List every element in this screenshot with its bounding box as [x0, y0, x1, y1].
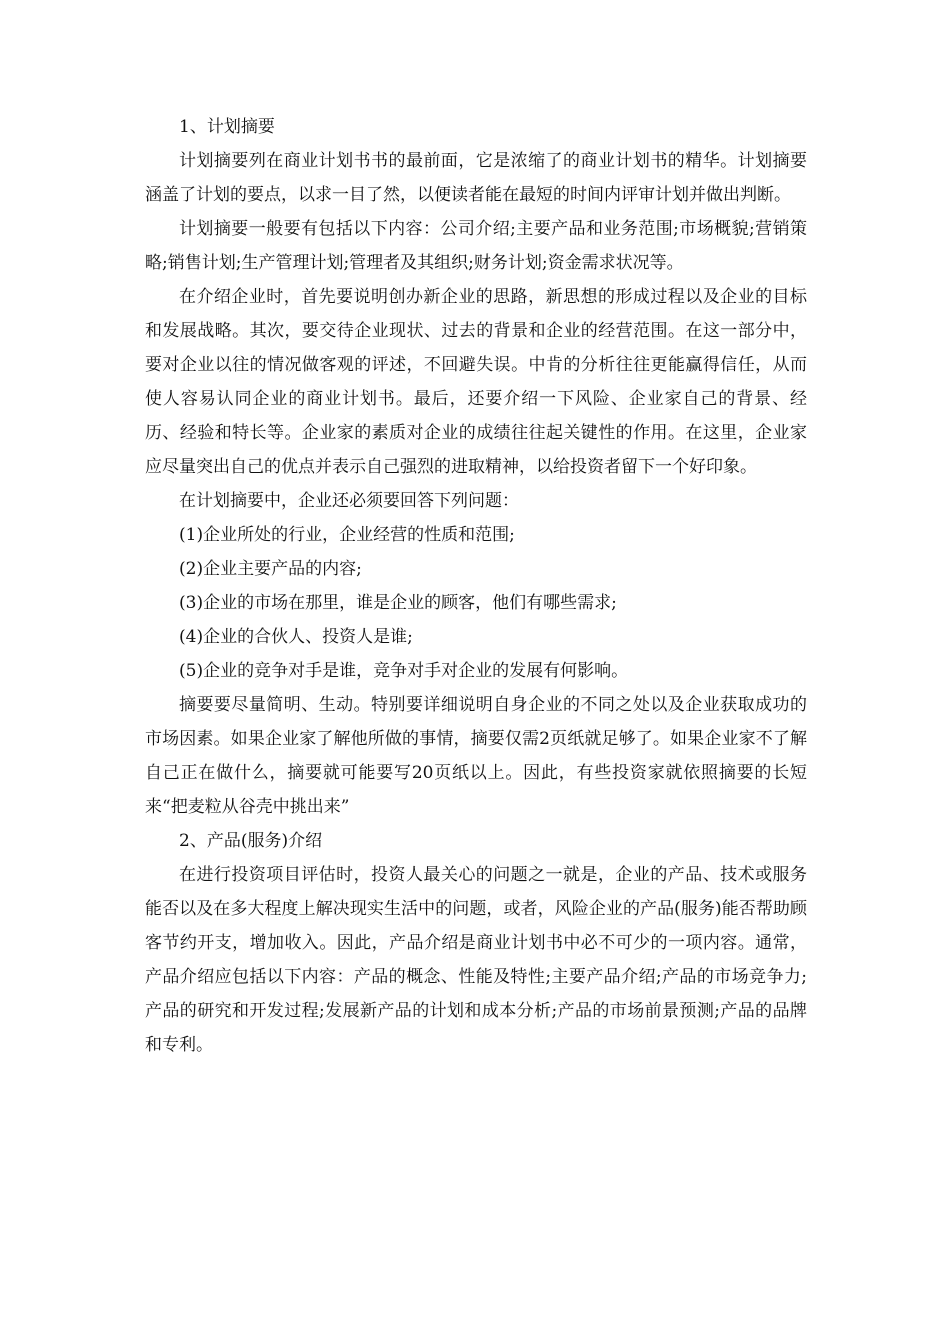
paragraph: 摘要要尽量简明、生动。特别要详细说明自身企业的不同之处以及企业获取成功的市场因素。如果企业家了解他所做的事情，摘要仅需2页纸就足够了。如果企业家不了解自己正在做什么，摘要就可能要写20页纸以上。因此，有些投资家就依照摘要的长短来“把麦粒从谷壳中挑出来” [145, 695, 807, 817]
paragraph: 在进行投资项目评估时，投资人最关心的问题之一就是，企业的产品、技术或服务能否以及在多大程度上解决现实生活中的问题，或者，风险企业的产品(服务)能否帮助顾客节约开支，增加收入。因此，产品介绍是商业计划书中必不可少的一项内容。通常，产品介绍应包括以下内容：产品的概念、性能及特性;主要产品介绍;产品的市场竞争力;产品的研究和开发过程;发展新产品的计划和成本分析;产品的市场前景预测;产品的品牌和专利。 [145, 865, 807, 1055]
section-heading: 2、产品(服务)介绍 [179, 831, 323, 851]
list-item: (2)企业主要产品的内容; [179, 559, 362, 579]
list-item: (4)企业的合伙人、投资人是谁; [179, 627, 413, 647]
section-heading: 1、计划摘要 [179, 117, 275, 137]
paragraph: 在介绍企业时，首先要说明创办新企业的思路，新思想的形成过程以及企业的目标和发展战略。其次，要交待企业现状、过去的背景和企业的经营范围。在这一部分中，要对企业以往的情况做客观的评述，不回避失误。中肯的分析往往更能赢得信任，从而使人容易认同企业的商业计划书。最后，还要介绍一下风险、企业家自己的背景、经历、经验和特长等。企业家的素质对企业的成绩往往起关键性的作用。在这里，企业家应尽量突出自己的优点并表示自己强烈的进取精神，以给投资者留下一个好印象。 [145, 287, 807, 477]
paragraph: 计划摘要列在商业计划书书的最前面，它是浓缩了的商业计划书的精华。计划摘要涵盖了计划的要点，以求一目了然，以便读者能在最短的时间内评审计划并做出判断。 [145, 151, 807, 205]
document-page [145, 110, 807, 1062]
paragraph: 计划摘要一般要有包括以下内容：公司介绍;主要产品和业务范围;市场概貌;营销策略;销售计划;生产管理计划;管理者及其组织;财务计划;资金需求状况等。 [145, 219, 807, 273]
paragraph: 在计划摘要中，企业还必须要回答下列问题： [179, 491, 519, 511]
list-item: (5)企业的竞争对手是谁，竞争对手对企业的发展有何影响。 [179, 661, 629, 681]
list-item: (1)企业所处的行业，企业经营的性质和范围; [179, 525, 515, 545]
list-item: (3)企业的市场在那里，谁是企业的顾客，他们有哪些需求; [179, 593, 617, 613]
